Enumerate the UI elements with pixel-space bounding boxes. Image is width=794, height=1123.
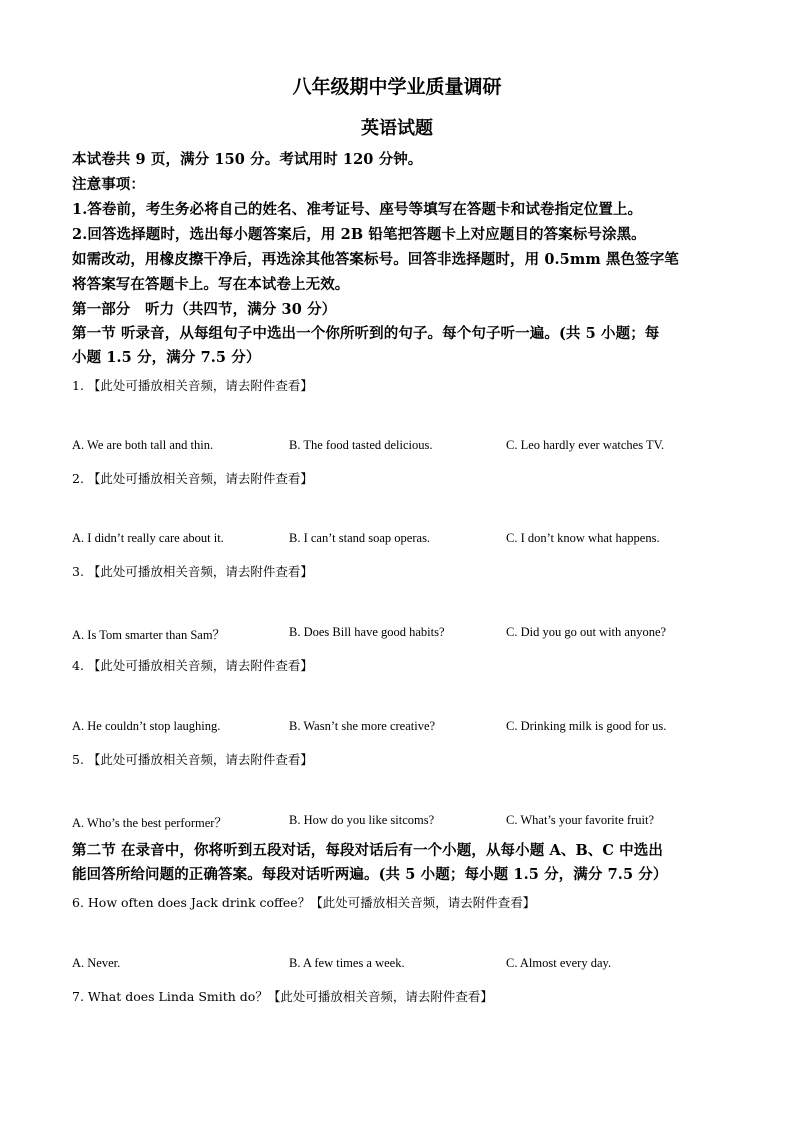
question-5-option-a: A. Who’s the best performer？ <box>72 816 227 830</box>
page-subtitle: 英语试题 <box>361 118 433 139</box>
notice-item-2c: 将答案写在答题卡上。写在本试卷上无效。 <box>72 276 350 293</box>
question-3-option-c: C. Did you go out with anyone? <box>506 625 667 639</box>
notice-heading: 注意事项： <box>72 176 145 193</box>
question-6-option-b: B. A few times a week. <box>289 956 405 970</box>
question-1-option-b: B. The food tasted delicious. <box>289 438 433 452</box>
question-1-option-c: C. Leo hardly ever watches TV. <box>506 438 665 452</box>
question-2-stem: 2. 【此处可播放相关音频，请去附件查看】 <box>72 471 313 486</box>
notice-item-2b: 如需改动，用橡皮擦干净后，再选涂其他答案标号。回答非选择题时，用 0.5mm 黑色签字笔 <box>72 251 679 268</box>
question-5-stem: 5. 【此处可播放相关音频，请去附件查看】 <box>72 752 313 767</box>
question-2-option-b: B. I can’t stand soap operas. <box>289 531 431 545</box>
question-3-stem: 3. 【此处可播放相关音频，请去附件查看】 <box>72 564 313 579</box>
question-1-stem: 1. 【此处可播放相关音频，请去附件查看】 <box>72 378 313 393</box>
question-4-option-a: A. He couldn’t stop laughing. <box>72 719 221 733</box>
question-6-option-a: A. Never. <box>72 956 121 970</box>
question-6-option-c: C. Almost every day. <box>506 956 612 970</box>
question-2-option-a: A. I didn’t really care about it. <box>72 531 224 545</box>
section2-instructions-b: 能回答所给问题的正确答案。每段对话听两遍。(共 5 小题；每小题 1.5 分，满分 7.5 分） <box>72 866 668 883</box>
section2-instructions-a: 第二节 在录音中，你将听到五段对话，每段对话后有一个小题，从每小题 A、B、C 中选出 <box>72 842 663 859</box>
question-1-option-a: A. We are both tall and thin. <box>72 438 214 452</box>
question-6-stem: 6. How often does Jack drink coffee？【此处可播放相关音频，请去附件查看】 <box>72 895 536 910</box>
question-4-option-b: B. Wasn’t she more creative? <box>289 719 436 733</box>
section1-instructions-a: 第一节 听录音，从每组句子中选出一个你所听到的句子。每个句子听一遍。(共 5 小题；每 <box>72 325 660 342</box>
question-2-option-c: C. I don’t know what happens. <box>506 531 660 545</box>
question-4-option-c: C. Drinking milk is good for us. <box>506 719 667 733</box>
exam-info: 本试卷共 9 页，满分 150 分。考试用时 120 分钟。 <box>72 151 423 168</box>
question-4-stem: 4. 【此处可播放相关音频，请去附件查看】 <box>72 658 313 673</box>
notice-item-1: 1.答卷前，考生务必将自己的姓名、准考证号、座号等填写在答题卡和试卷指定位置上。 <box>72 201 643 218</box>
notice-item-2a: 2.回答选择题时，选出每小题答案后，用 2B 铅笔把答题卡上对应题目的答案标号涂黑。 <box>72 226 646 243</box>
question-5-option-c: C. What’s your favorite fruit? <box>506 813 654 827</box>
question-7-stem: 7. What does Linda Smith do？【此处可播放相关音频，请去附件查看】 <box>72 989 493 1004</box>
question-3-option-b: B. Does Bill have good habits? <box>289 625 445 639</box>
section1-instructions-b: 小题 1.5 分，满分 7.5 分） <box>72 349 261 366</box>
question-3-option-a: A. Is Tom smarter than Sam？ <box>72 628 226 642</box>
page-title: 八年级期中学业质量调研 <box>292 76 502 98</box>
question-5-option-b: B. How do you like sitcoms? <box>289 813 435 827</box>
part1-heading: 第一部分 听力（共四节，满分 30 分） <box>72 301 337 318</box>
